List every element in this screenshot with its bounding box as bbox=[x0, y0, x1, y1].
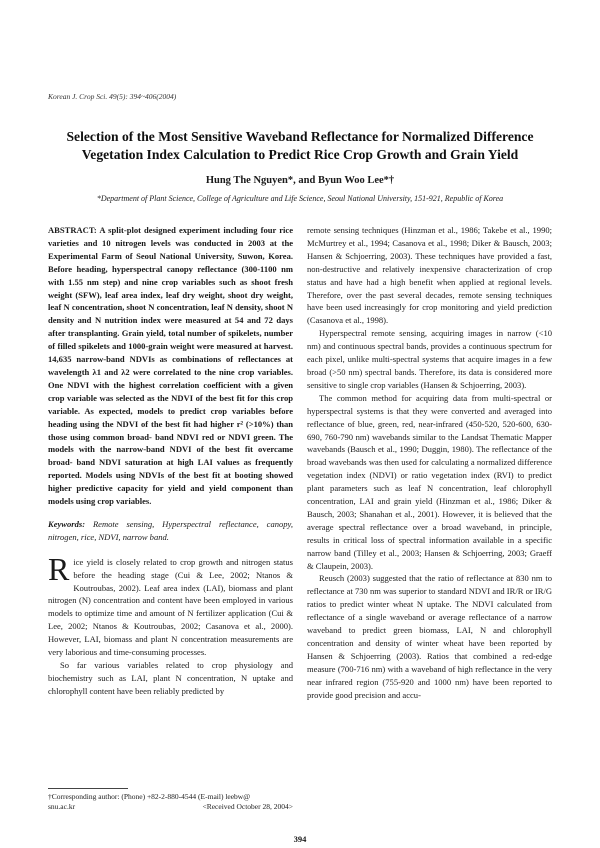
keywords-label: Keywords: bbox=[48, 518, 86, 529]
received-date: <Received October 28, 2004> bbox=[202, 802, 293, 811]
journal-citation: Korean J. Crop Sci. 49(5): 394~406(2004) bbox=[48, 92, 177, 101]
body-paragraph-2: Hyperspectral remote sensing, acquiring images in narrow (<10 nm) and continuous spectral bands, provides a continuous spectrum for each pixel, unlike multi-spectral systems that acquire images in a few broad (>50 nm) spectral bands. Therefore, its data is considered more sensitive to single crop variables (Hansen & Schjoerring, 2003). bbox=[307, 328, 552, 390]
keywords-text: Remote sensing, Hyperspectral reflectance, canopy, nitrogen, rice, NDVI, narrow band. bbox=[48, 518, 293, 542]
footnote-email-domain: snu.ac.kr bbox=[48, 802, 76, 811]
intro-paragraph-1 bbox=[48, 550, 293, 659]
paper-title: Selection of the Most Sensitive Waveband Reflectance for Normalized Difference Vegetation Index Calculation to Predict Rice Crop Growth and Grain Yield bbox=[66, 129, 534, 162]
right-column bbox=[307, 224, 552, 702]
body-paragraph-1: remote sensing techniques (Hinzman et al., 1986; Takebe et al., 1990; McMurtrey et al., 1994; Casanova et al., 1998; Diker & Bausch, 2003; Hansen & Schjoerring, 2003). These techniques have provided a fast, non-destructive and relatively inexpensive characterization of crop status and have had a high benefit when applied at regional levels. Therefore, over the past several decades, remote sensing techniques have been used increasingly for crop monitoring and yield prediction (Casanova et al., 1998). bbox=[307, 225, 552, 326]
intro-paragraph-1-text: ice yield is closely related to crop growth and nitrogen status before the heading stage (Cui & Lee, 2002; Ntanos & Koutroubas, 2002). Leaf area index (LAI), biomass and plant nitrogen (N) concentration and content have been employed in various models to optimize time and amount of N fertilizer application (Cui & Lee, 2002; Ntanos & Koutroubas, 2002; Casanova et al., 2000). However, LAI, biomass and plant N concentration measurements are very laborious and time-consuming processes. bbox=[48, 556, 293, 658]
abstract-text: ABSTRACT: A split-plot designed experiment including four rice varieties and 10 nitrogen levels was conducted in 2003 at the Experimental Farm of Seoul National University, Suwon, Korea. Before heading, hyperspectral canopy reflectance (300-1100 nm with 1.55 nm step) and nine crop variables such as shoot fresh weight (SFW), leaf area index, leaf dry weight, shoot dry weight, leaf N concentration, shoot N concentration, leaf N density, shoot N density and N nutrition index were measured at 54 and 72 days after transplanting. Grain yield, total number of spikelets, number of filled spikelets and 1000-grain weight were measured at harvest. 14,635 narrow-band NDVIs as combinations of reflectances at wavelength λ1 and λ2 were correlated to the nine crop variables. One NDVI with the highest correlation coefficient with a given crop variable was selected as the NDVI of the best fit for this crop variable. As expected, models to predict crop variables before heading using the NDVI of the best fit had higher r² (>10%) than those using common broad- band NDVI red or NDVI green. The models with the narrow-band NDVI of the best fit overcame broad- band NDVI saturation at high LAI values as frequently reported. Models using NDVIs of the best fit at booting showed higher predictive capacity for yield and yield component than models using crop variables. bbox=[48, 225, 293, 507]
page-number: 394 bbox=[293, 834, 307, 844]
keywords bbox=[48, 518, 293, 544]
affiliation: *Department of Plant Science, College of Agriculture and Life Science, Seoul National University, 151-921, Republic of Korea bbox=[96, 194, 504, 203]
author-list: Hung The Nguyen*, and Byun Woo Lee*† bbox=[205, 175, 395, 186]
introduction bbox=[48, 550, 293, 698]
body-paragraph-3: The common method for acquiring data from multi-spectral or hyperspectral systems is that they were converted and averaged into reflectance of blue, green, red, near-infrared (450-520, 520-600, 630-690, 760-790 nm) wavebands similar to the Landsat Thematic Mapper wavebands (Bausch et al., 1990; Duggin, 1980). The reflectance of the broad wavebands was then used for calculating a normalized difference vegetation index (NDVI) or ratio vegetation index (RVI) to predict plant parameters such as leaf N concentration, leaf chlorophyll concentration, LAI and grain yield (Hinzman et al., 1986; Diker & Bausch, 2003; Shanahan et al., 2001). However, it is believed that the average spectral reflectance over a broad waveband, in principle, results in critical loss of spectral information available in a specific narrow band (Tilley et al., 2003; Hansen & Schjoerring, 2003; Graeff & Claupein, 2003). bbox=[307, 392, 552, 571]
footnote-line-2 bbox=[48, 802, 293, 812]
drop-cap: R bbox=[48, 550, 70, 587]
intro-paragraph-2: So far various variables related to crop physiology and biochemistry such as LAI, plant N concentration, N uptake and chlorophyll content have been reliably predicted by bbox=[48, 660, 293, 696]
left-column bbox=[48, 224, 293, 698]
footnote-divider bbox=[48, 788, 128, 789]
corresponding-author-footnote bbox=[48, 792, 293, 812]
body-paragraph-4: Reusch (2003) suggested that the ratio of reflectance at 830 nm to reflectance at 730 nm was superior to standard NDVI and IR/R or IR/G ratios to predict winter wheat N uptake. The NDVI calculated from reflectance of a single waveband or average reflectance of a narrow waveband to predict green biomass, LAI, N and chlorophyll concentration and density of winter wheat have been reported by Hansen & Schjoerring (2003). Ratios that combined a red-edge measure (700-716 nm) with a waveband of high reflectance in the very near infrared region (755-920 and 1000 nm) have been reported to provide good precision and accu- bbox=[307, 573, 552, 700]
footnote-line-1: †Corresponding author: (Phone) +82-2-880-4544 (E-mail) leebw@ bbox=[48, 792, 251, 801]
